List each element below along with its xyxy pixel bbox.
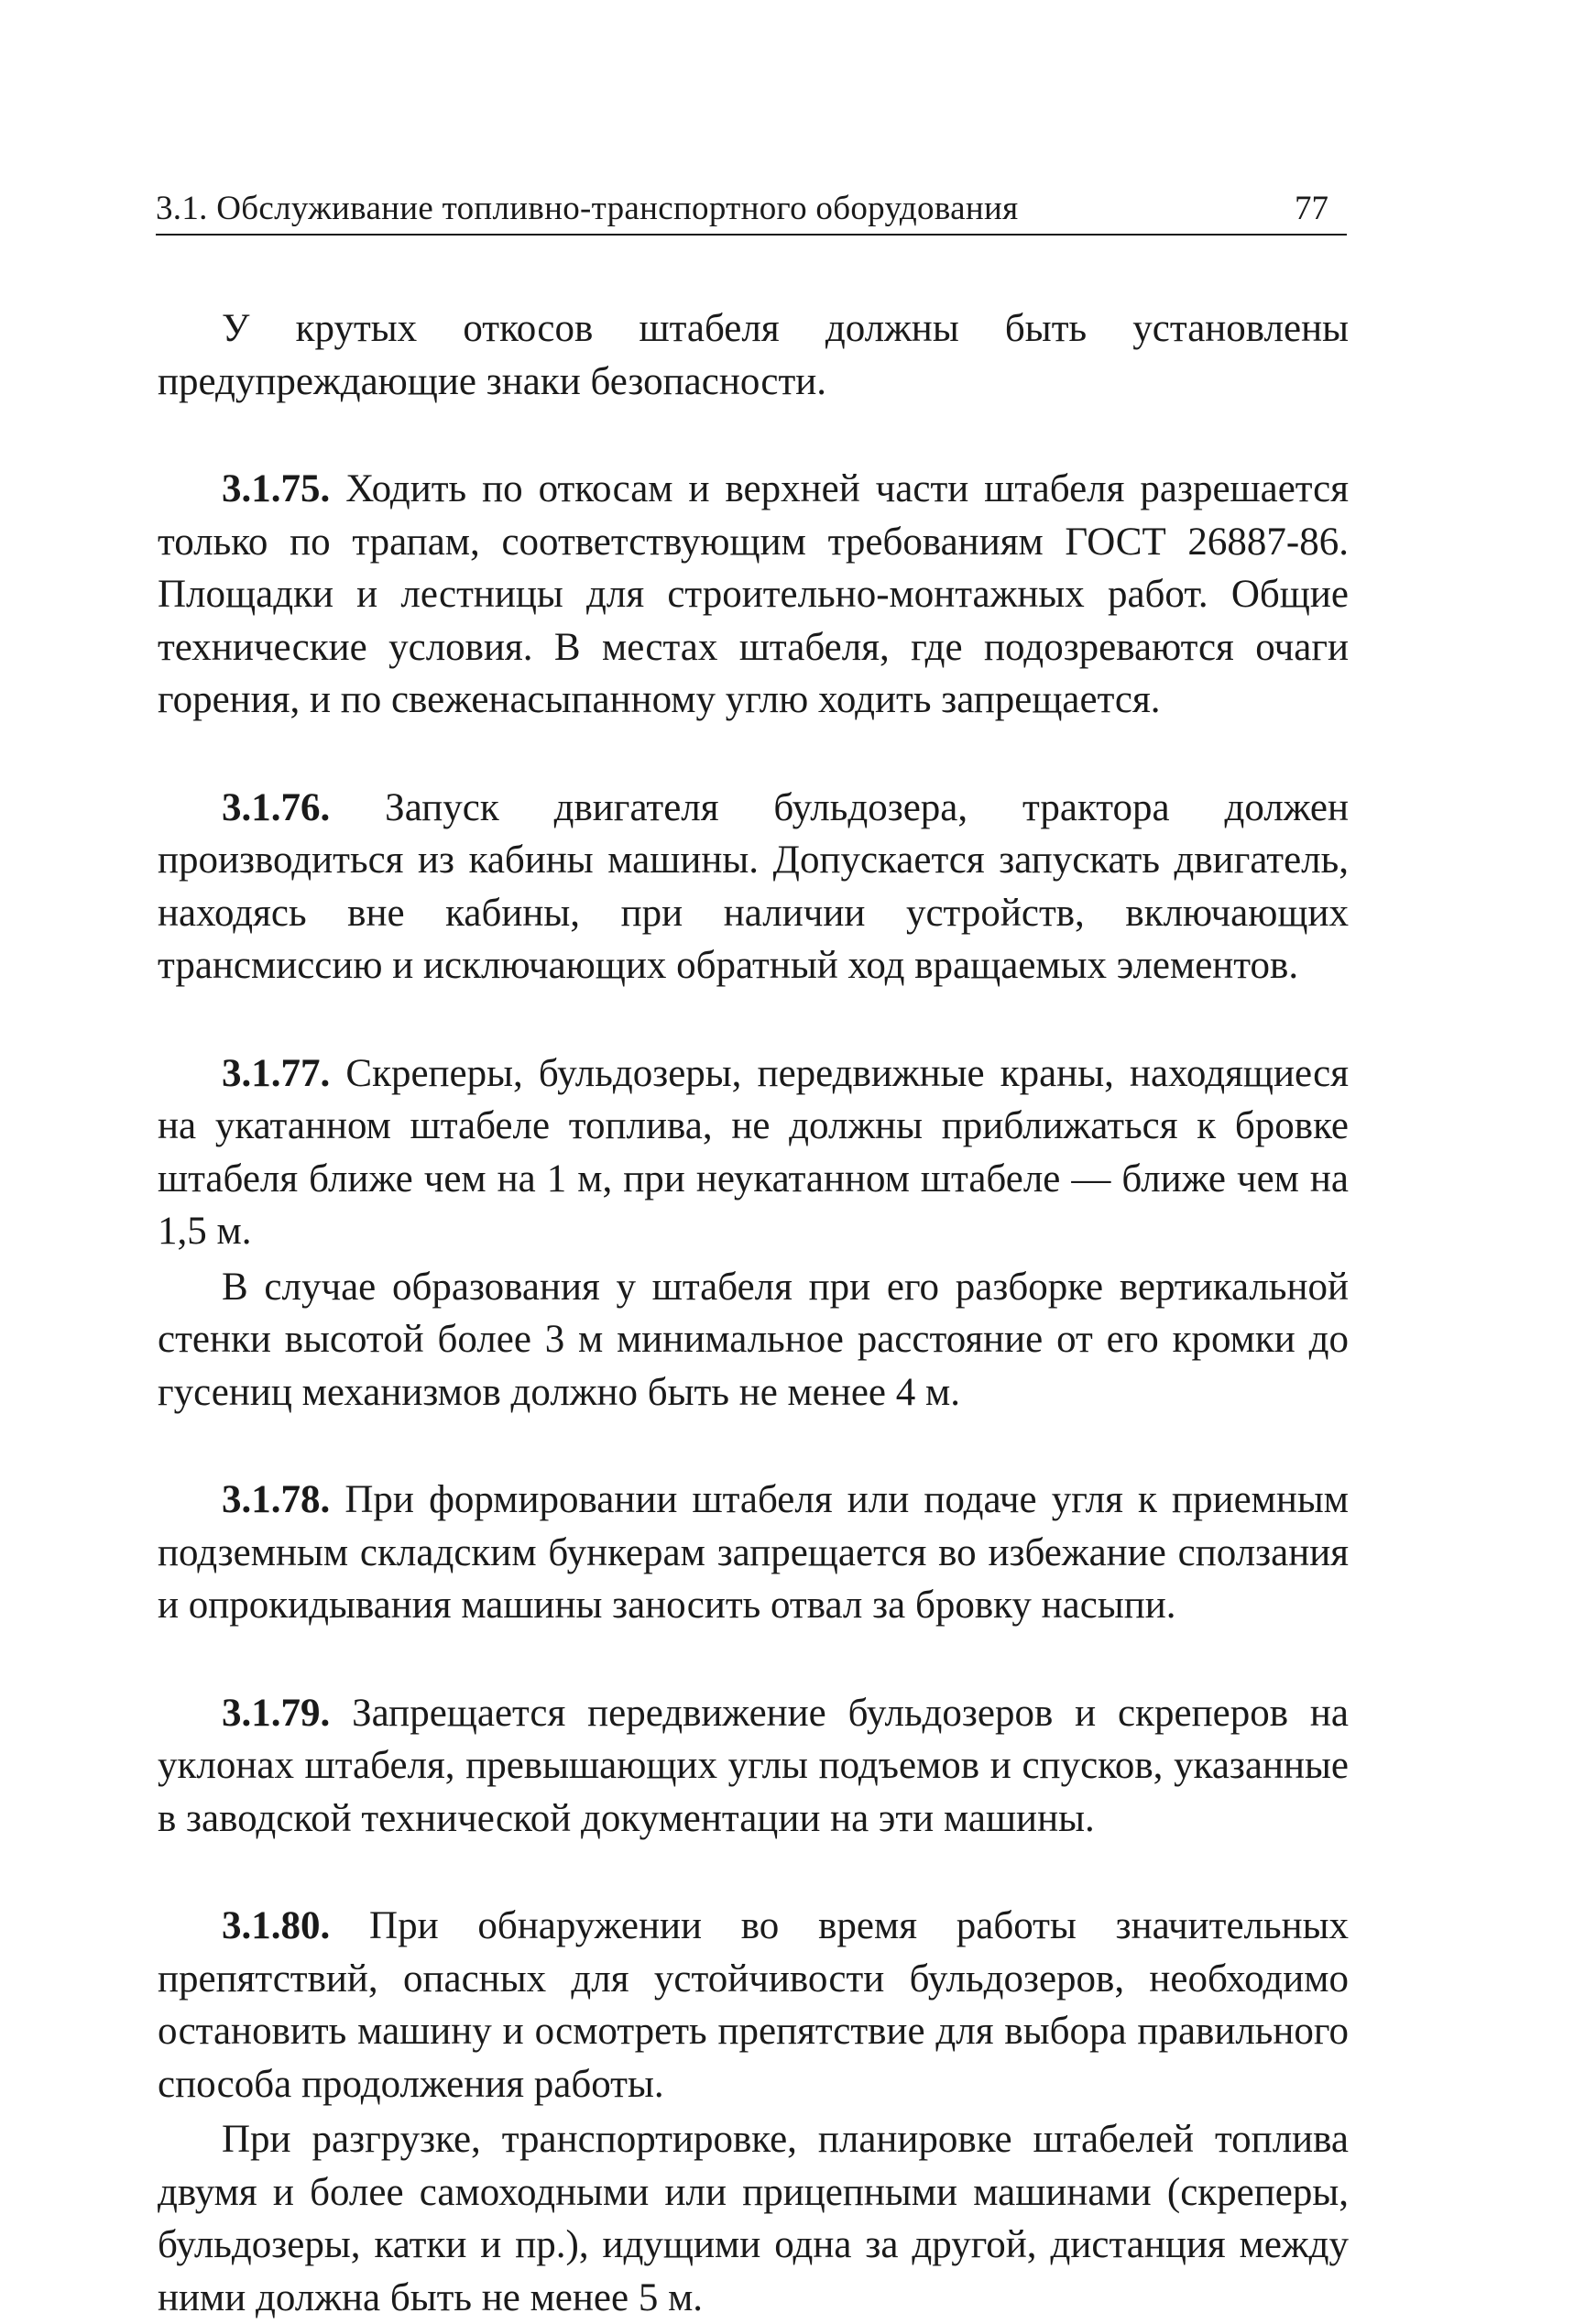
- clause-number: 3.1.78.: [222, 1478, 331, 1521]
- paragraph-vertical-wall: [158, 1261, 1349, 1420]
- clause-text: Ходить по откосам и верхней части штабеля разрешается только по трапам, соответствующим требованиям ГОСТ 26887-86. Площадки и лестницы для строительно-монтажных работ. Общие технические условия. В местах штабеля, где подозреваются очаги горения, и по свеженасыпанному углю ходить запрещается.: [158, 467, 1349, 721]
- clause-3-1-80: [158, 1900, 1349, 2110]
- clause-number: 3.1.80.: [222, 1904, 331, 1947]
- clause-text: Запрещается передвижение бульдозеров и скреперов на уклонах штабеля, превышающих углы подъемов и спусков, указанные в заводской технической документации на эти машины.: [158, 1691, 1349, 1840]
- clause-text: Запуск двигателя бульдозера, трактора должен производиться из кабины машины. Допускается запускать двигатель, находясь вне кабины, при наличии устройств, включающих трансмиссию и исключающих обратный ход вращаемых элементов.: [158, 785, 1349, 987]
- section-title: 3.1. Обслуживание топливно-транспортного оборудования: [156, 190, 1019, 227]
- paragraph-text: В случае образования у штабеля при его разборке вертикальной стенки высотой более 3 м минимальное расстояние от его кромки до гусениц механизмов должно быть не менее 4 м.: [158, 1265, 1349, 1414]
- paragraph-text: У крутых откосов штабеля должны быть установлены предупреждающие знаки безопасности.: [158, 307, 1349, 403]
- clause-3-1-75: [158, 463, 1349, 727]
- clause-text: Скреперы, бульдозеры, передвижные краны, находящиеся на укатанном штабеле топлива, не должны приближаться к бровке штабеля ближе чем на 1 м, при неукатанном штабеле — ближе чем на 1,5 м.: [158, 1051, 1349, 1253]
- paragraph-text: При разгрузке, транспортировке, планировке штабелей топлива двумя и более самоходными или прицепными машинами (скреперы, бульдозеры, катки и пр.), идущими одна за другой, дистанция между ними должна быть не менее 5 м.: [158, 2118, 1349, 2319]
- clause-3-1-78: [158, 1474, 1349, 1632]
- clause-number: 3.1.76.: [222, 785, 331, 829]
- clause-number: 3.1.79.: [222, 1691, 331, 1735]
- clause-number: 3.1.75.: [222, 467, 331, 510]
- running-header: [156, 188, 1347, 236]
- clause-3-1-79: [158, 1687, 1349, 1846]
- clause-3-1-76: [158, 782, 1349, 992]
- paragraph-machine-distance: [158, 2113, 1349, 2324]
- clause-text: При обнаружении во время работы значительных препятствий, опасных для устойчивости бульдозеров, необходимо остановить машину и осмотреть препятствие для выбора правильного способа продолжения работы.: [158, 1904, 1349, 2106]
- clause-number: 3.1.77.: [222, 1051, 331, 1095]
- clause-text: При формировании штабеля или подаче угля к приемным подземным складским бункерам запрещается во избежание сползания и опрокидывания машины заносить отвал за бровку насыпи.: [158, 1478, 1349, 1627]
- clause-3-1-77: [158, 1047, 1349, 1258]
- paragraph-warning-signs: [158, 302, 1349, 408]
- body-text: [158, 302, 1349, 2324]
- page-number: 77: [1295, 190, 1328, 227]
